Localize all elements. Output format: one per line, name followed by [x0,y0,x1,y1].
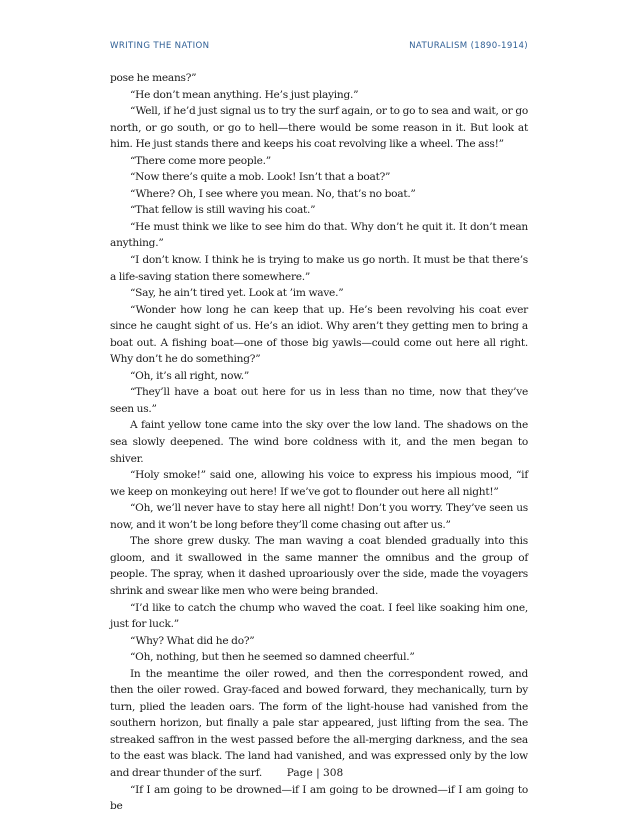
paragraph: “Oh, nothing, but then he seemed so damned cheerful.” [130,651,415,664]
paragraph: “Why? What did he do?” [130,634,255,647]
page-number: Page | 308 [286,767,344,779]
paragraph: pose he means?” [110,72,197,84]
header-book-title: WRITING THE NATION [110,41,210,51]
paragraph: “There come more people.” [130,154,271,167]
paragraph: “Well, if he’d just signal us to try the surf again, or to go to sea and wait, or go north, or go south, or go to hell—there would be some reason in it. But look at him. He just stands there and keeps his coat revolving like a wheel. The ass!” [110,105,528,151]
paragraph: “Where? Oh, I see where you mean. No, that’s no boat.” [130,187,416,200]
body-text [110,70,528,815]
paragraph: “Oh, we’ll never have to stay here all night! Don’t you worry. They’ve seen us now, and it won’t be long before they’ll come chasing out after us.” [110,502,528,531]
running-header [110,41,528,53]
paragraph: “He don’t mean anything. He’s just playing.” [130,88,359,101]
paragraph: “Holy smoke!” said one, allowing his voice to express his impious mood, “if we keep on monkeying out here! If we’ve got to flounder out here all night!” [110,469,528,498]
paragraph: In the meantime the oiler rowed, and then the correspondent rowed, and then the oiler rowed. Gray-faced and bowed forward, they mechanically, turn by turn, plied the leaden oars. The form of the light-house had vanished from the southern horizon, but finally a pale star appeared, just lifting from the sea. The streaked saffron in the west passed before the all-merging darkness, and the sea to the east was black. The land had vanished, and was expressed only by the low and drear thunder of the surf. [110,667,528,779]
paragraph: A faint yellow tone came into the sky over the low land. The shadows on the sea slowly deepened. The wind bore coldness with it, and the men began to shiver. [110,419,528,465]
paragraph: “Wonder how long he can keep that up. He’s been revolving his coat ever since he caught sight of us. He’s an idiot. Why aren’t they getting men to bring a boat out. A fishing boat—one of those big yawls—could come out here all right. Why don’t he do something?” [110,303,528,366]
page-footer [0,767,630,779]
paragraph: “If I am going to be drowned—if I am going to be drowned—if I am going to be [110,783,528,813]
paragraph: “Now there’s quite a mob. Look! Isn’t that a boat?” [130,171,391,184]
paragraph: “They’ll have a boat out here for us in less than no time, now that they’ve seen us.” [110,386,528,415]
paragraph: The shore grew dusky. The man waving a coat blended gradually into this gloom, and it swallowed in the same manner the omnibus and the group of people. The spray, when it dashed uproariously over the side, made the voyagers shrink and swear like men who were being branded. [110,535,528,597]
paragraph: “I’d like to catch the chump who waved the coat. I feel like soaking him one, just for luck.” [110,601,528,631]
paragraph: “That fellow is still waving his coat.” [130,204,316,217]
paragraph: “Oh, it’s all right, now.” [130,369,250,382]
header-section-title: NATURALISM (1890-1914) [409,41,528,51]
paragraph: “I don’t know. I think he is trying to make us go north. It must be that there’s a life-saving station there somewhere.” [110,254,528,283]
paragraph: “He must think we like to see him do that. Why don’t he quit it. It don’t mean anything.” [110,220,528,250]
paragraph: “Say, he ain’t tired yet. Look at ’im wave.” [130,287,344,300]
